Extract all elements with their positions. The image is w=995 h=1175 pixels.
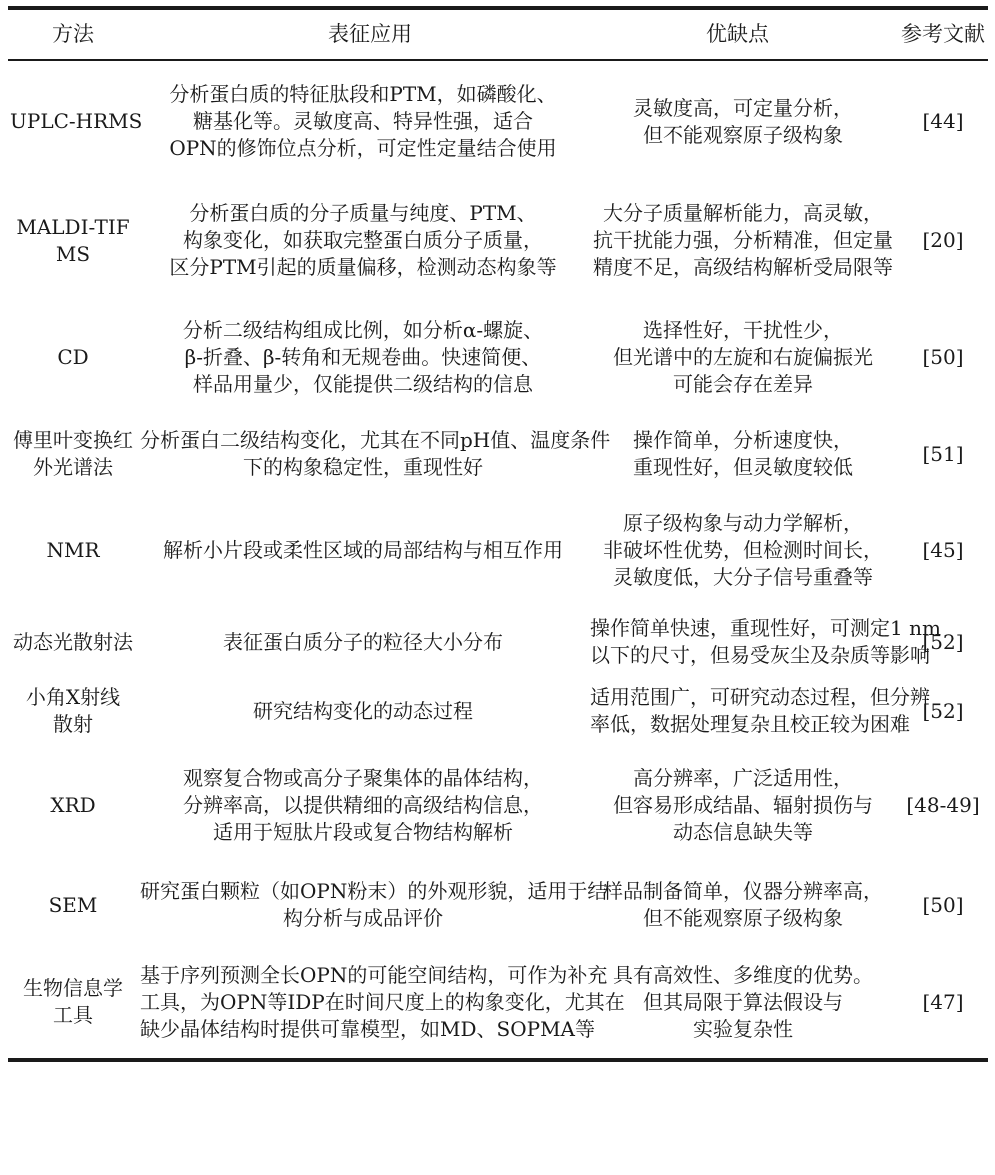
method-cell-line: XRD bbox=[50, 792, 96, 817]
application-cell-line: 分辨率高，以提供精细的高级结构信息， bbox=[183, 792, 543, 817]
reference-cell: [48-49] bbox=[906, 792, 980, 817]
method-cell-line: 工具 bbox=[53, 1003, 93, 1027]
method-cell-line: 散射 bbox=[53, 712, 93, 736]
application-cell-line: 适用于短肽片段或复合物结构解析 bbox=[213, 819, 513, 844]
method-cell bbox=[8, 492, 138, 608]
method-cell bbox=[8, 608, 138, 676]
pros-cons-cell bbox=[588, 182, 898, 299]
method-cell-line: MS bbox=[55, 241, 91, 266]
pros-cons-cell bbox=[588, 608, 941, 676]
method-cell-line: SEM bbox=[48, 892, 98, 917]
method-cell-line: UPLC-HRMS bbox=[10, 109, 143, 133]
method-cell bbox=[8, 864, 138, 946]
pros-cons-cell bbox=[588, 864, 898, 946]
application-cell-line: 构象变化，如获取完整蛋白质分子质量， bbox=[183, 228, 543, 252]
pros-cons-cell-line: 灵敏度高，可定量分析， bbox=[633, 95, 853, 120]
application-cell-line: 分析蛋白质的分子质量与纯度、PTM、 bbox=[189, 201, 537, 225]
method-cell-line: 傅里叶变换红 bbox=[13, 428, 133, 452]
method-cell-line: 外光谱法 bbox=[33, 455, 113, 479]
header-row bbox=[8, 8, 988, 60]
header-pros-cons: 优缺点 bbox=[706, 22, 769, 46]
pros-cons-cell bbox=[588, 416, 898, 492]
reference-cell: [45] bbox=[922, 537, 964, 562]
pros-cons-cell-line: 但容易形成结晶、辐射损伤与 bbox=[613, 792, 873, 817]
pros-cons-cell bbox=[588, 676, 930, 746]
application-cell-line: 样品用量少，仅能提供二级结构的信息 bbox=[193, 372, 533, 396]
application-cell-line: 研究蛋白颗粒（如OPN粉末）的外观形貌，适用于结 bbox=[140, 879, 608, 903]
pros-cons-cell bbox=[588, 60, 898, 182]
pros-cons-cell-line: 高分辨率，广泛适用性， bbox=[633, 765, 853, 790]
method-cell-line: 生物信息学 bbox=[23, 976, 123, 1000]
method-cell-line: 小角X射线 bbox=[25, 685, 121, 709]
table-row bbox=[8, 864, 988, 946]
application-cell bbox=[138, 492, 588, 608]
pros-cons-cell-line: 但不能观察原子级构象 bbox=[643, 906, 843, 930]
method-cell-line: NMR bbox=[46, 537, 100, 562]
method-cell bbox=[8, 299, 138, 416]
table-body bbox=[8, 60, 988, 1060]
method-cell bbox=[8, 746, 138, 864]
application-cell-line: 分析蛋白二级结构变化，尤其在不同pH值、温度条件 bbox=[140, 428, 611, 452]
pros-cons-cell-line: 但其局限于算法假设与 bbox=[643, 989, 843, 1014]
header-method: 方法 bbox=[52, 22, 94, 46]
pros-cons-cell-line: 灵敏度低，大分子信号重叠等 bbox=[613, 564, 873, 589]
pros-cons-cell-line: 重现性好，但灵敏度较低 bbox=[633, 455, 853, 479]
application-cell-line: 区分PTM引起的质量偏移，检测动态构象等 bbox=[169, 255, 557, 279]
pros-cons-cell-line: 操作简单，分析速度快， bbox=[633, 428, 853, 452]
application-cell-line: 分析二级结构组成比例，如分析α-螺旋、 bbox=[182, 318, 544, 342]
table-row bbox=[8, 608, 988, 676]
pros-cons-cell bbox=[588, 299, 898, 416]
application-cell-line: OPN的修饰位点分析，可定性定量结合使用 bbox=[169, 136, 557, 160]
pros-cons-cell-line: 但不能观察原子级构象 bbox=[643, 122, 843, 147]
pros-cons-cell bbox=[588, 946, 898, 1060]
application-cell-line: 构分析与成品评价 bbox=[283, 906, 443, 930]
pros-cons-cell-line: 抗干扰能力强，分析精准，但定量 bbox=[593, 228, 893, 252]
application-cell-line: 下的构象稳定性，重现性好 bbox=[243, 455, 483, 479]
reference-cell: [50] bbox=[922, 892, 964, 917]
reference-cell: [20] bbox=[922, 228, 964, 252]
pros-cons-cell bbox=[588, 746, 898, 864]
reference-cell: [47] bbox=[922, 989, 964, 1014]
pros-cons-cell-line: 具有高效性、多维度的优势。 bbox=[613, 962, 873, 987]
application-cell-line: β-折叠、β-转角和无规卷曲。快速简便、 bbox=[184, 345, 542, 369]
method-cell bbox=[8, 416, 138, 492]
application-cell bbox=[138, 60, 588, 182]
table-row bbox=[8, 492, 988, 608]
pros-cons-cell-line: 选择性好，干扰性少， bbox=[643, 318, 843, 342]
reference-cell: [44] bbox=[922, 109, 964, 133]
table-row bbox=[8, 60, 988, 182]
pros-cons-cell-line: 精度不足，高级结构解析受局限等 bbox=[593, 255, 893, 279]
header-reference: 参考文献 bbox=[901, 22, 985, 46]
table-row bbox=[8, 416, 988, 492]
table-row bbox=[8, 182, 988, 299]
method-cell bbox=[8, 60, 143, 182]
pros-cons-cell-line: 操作简单快速，重现性好，可测定1 nm bbox=[590, 616, 941, 640]
method-cell-line: 动态光散射法 bbox=[13, 629, 133, 654]
application-cell bbox=[138, 416, 611, 492]
application-cell-line: 观察复合物或高分子聚集体的晶体结构， bbox=[183, 765, 543, 790]
application-cell bbox=[138, 946, 625, 1060]
application-cell bbox=[138, 299, 588, 416]
header-application: 表征应用 bbox=[328, 22, 412, 46]
reference-cell: [51] bbox=[922, 441, 964, 466]
reference-cell: [52] bbox=[922, 698, 964, 723]
method-cell bbox=[8, 946, 138, 1060]
method-cell bbox=[8, 182, 138, 299]
application-cell-line: 糖基化等。灵敏度高、特异性强，适合 bbox=[193, 109, 533, 133]
table-row bbox=[8, 946, 988, 1060]
table-header bbox=[8, 8, 988, 60]
application-cell-line: 解析小片段或柔性区域的局部结构与相互作用 bbox=[163, 537, 563, 562]
pros-cons-cell-line: 率低，数据处理复杂且校正较为困难 bbox=[590, 712, 910, 736]
method-cell-line: MALDI-TIF bbox=[16, 214, 130, 239]
application-cell-line: 研究结构变化的动态过程 bbox=[253, 698, 473, 723]
application-cell bbox=[138, 608, 588, 676]
reference-cell: [52] bbox=[922, 629, 964, 654]
application-cell bbox=[138, 864, 608, 946]
application-cell-line: 缺少晶体结构时提供可靠模型，如MD、SOPMA等 bbox=[140, 1016, 595, 1041]
pros-cons-cell-line: 但光谱中的左旋和右旋偏振光 bbox=[613, 345, 873, 369]
application-cell-line: 分析蛋白质的特征肽段和PTM，如磷酸化、 bbox=[169, 82, 557, 106]
pros-cons-cell-line: 可能会存在差异 bbox=[673, 372, 813, 396]
pros-cons-cell-line: 非破坏性优势，但检测时间长， bbox=[603, 537, 883, 562]
pros-cons-cell-line: 以下的尺寸，但易受灰尘及杂质等影响 bbox=[590, 643, 930, 667]
pros-cons-cell-line: 原子级构象与动力学解析， bbox=[623, 510, 863, 535]
application-cell-line: 表征蛋白质分子的粒径大小分布 bbox=[223, 629, 503, 654]
application-cell bbox=[138, 182, 588, 299]
pros-cons-cell bbox=[588, 492, 898, 608]
pros-cons-cell-line: 动态信息缺失等 bbox=[673, 819, 813, 844]
methods-table bbox=[8, 6, 988, 1062]
methods-table-container bbox=[8, 6, 988, 1062]
reference-cell: [50] bbox=[922, 345, 964, 369]
method-cell-line: CD bbox=[57, 345, 89, 369]
pros-cons-cell-line: 适用范围广，可研究动态过程，但分辨 bbox=[590, 685, 930, 709]
application-cell bbox=[138, 746, 588, 864]
table-row bbox=[8, 746, 988, 864]
table-row bbox=[8, 299, 988, 416]
pros-cons-cell-line: 样品制备简单，仪器分辨率高， bbox=[603, 879, 883, 903]
application-cell-line: 基于序列预测全长OPN的可能空间结构，可作为补充 bbox=[140, 962, 608, 987]
pros-cons-cell-line: 实验复杂性 bbox=[693, 1016, 793, 1041]
application-cell-line: 工具，为OPN等IDP在时间尺度上的构象变化，尤其在 bbox=[140, 989, 625, 1014]
pros-cons-cell-line: 大分子质量解析能力，高灵敏， bbox=[603, 201, 883, 225]
application-cell bbox=[138, 676, 588, 746]
method-cell bbox=[8, 676, 138, 746]
table-row bbox=[8, 676, 988, 746]
